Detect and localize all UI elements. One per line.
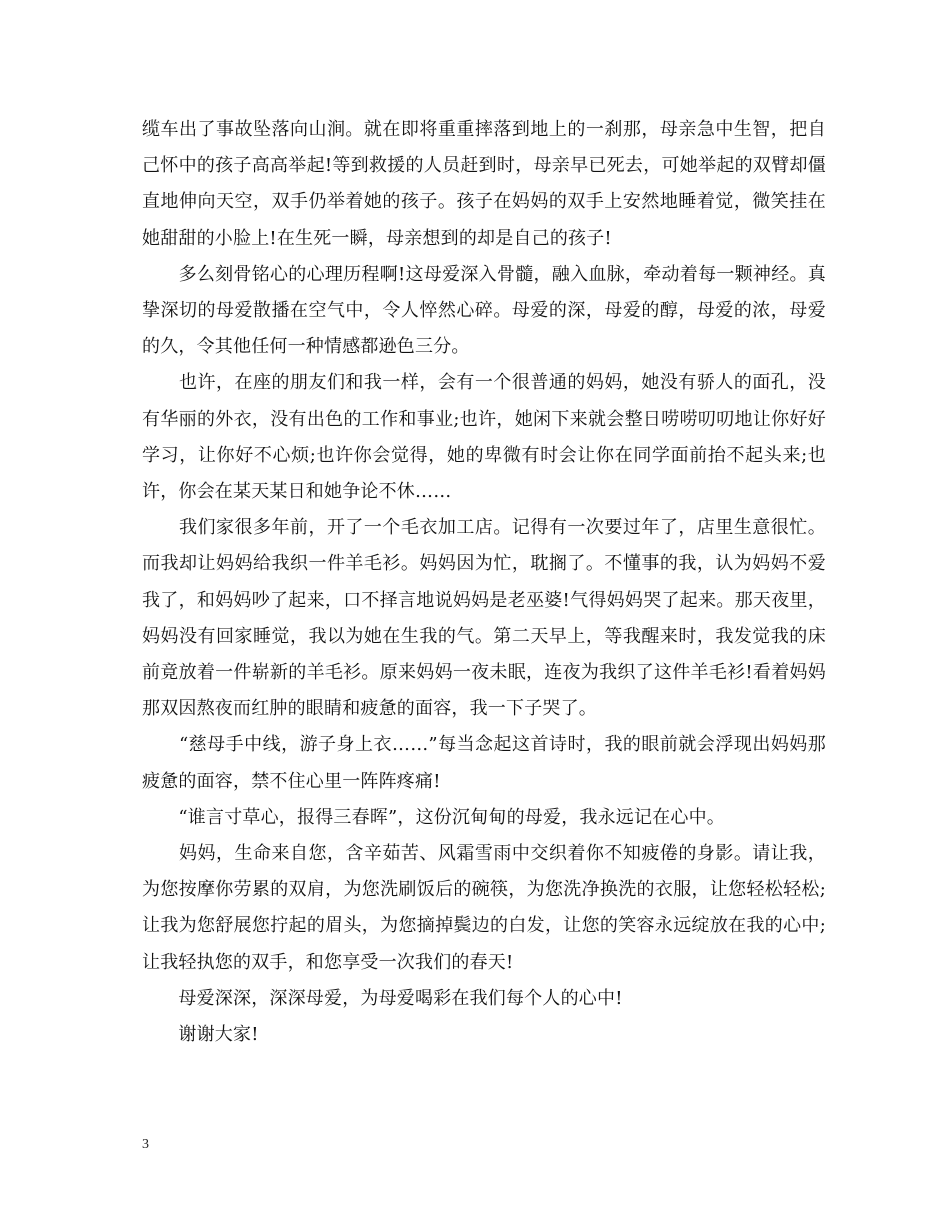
paragraph-2: 多么刻骨铭心的心理历程啊!这母爱深入骨髓，融入血脉，牵动着每一颗神经。真挚深切的母爱散播在空气中，令人悴然心碎。母爱的深，母爱的醇，母爱的浓，母爱的久，令其他任何一种情感都逊色三分。 [142, 263, 826, 358]
paragraph-4: 我们家很多年前，开了一个毛衣加工店。记得有一次要过年了，店里生意很忙。而我却让妈妈给我织一件羊毛衫。妈妈因为忙，耽搁了。不懂事的我，认为妈妈不爱我了，和妈妈吵了起来，口不择言地说妈妈是老巫婆!气得妈妈哭了起来。那天夜里，妈妈没有回家睡觉，我以为她在生我的气。第二天早上，等我醒来时，我发觉我的床前竟放着一件崭新的羊毛衫。原来妈妈一夜未眠，连夜为我织了这件羊毛衫!看着妈妈那双因熬夜而红肿的眼睛和疲惫的面容，我一下子哭了。 [142, 517, 826, 720]
paragraph-7: 妈妈，生命来自您，含辛茹苦、风霜雪雨中交织着你不知疲倦的身影。请让我，为您按摩你劳累的双肩，为您洗刷饭后的碗筷，为您洗净换洗的衣服，让您轻松轻松;让我为您舒展您拧起的眉头，为您摘掉鬓边的白发，让您的笑容永远绽放在我的心中;让我轻执您的双手，和您享受一次我们的春天! [142, 843, 826, 973]
paragraph-1: 缆车出了事故坠落向山涧。就在即将重重摔落到地上的一刹那，母亲急中生智，把自己怀中的孩子高高举起!等到救援的人员赶到时，母亲早已死去，可她举起的双臂却僵直地伸向天空，双手仍举着她的孩子。孩子在妈妈的双手上安然地睡着觉，微笑挂在她甜甜的小脸上!在生死一瞬，母亲想到的却是自己的孩子! [142, 119, 826, 249]
paragraph-8: 母爱深深，深深母爱，为母爱喝彩在我们每个人的心中! [142, 987, 623, 1009]
page-number: 3 [142, 1137, 149, 1152]
paragraph-6: “谁言寸草心，报得三春晖”，这份沉甸甸的母爱，我永远记在心中。 [142, 806, 726, 828]
paragraph-3: 也许，在座的朋友们和我一样，会有一个很普通的妈妈，她没有骄人的面孔，没有华丽的外衣，没有出色的工作和事业;也许，她闲下来就会整日唠唠叨叨地让你好好学习，让你好不心烦;也许你会觉得，她的卑微有时会让你在同学面前抬不起头来;也许，你会在某天某日和她争论不休…… [142, 372, 826, 503]
document-body [142, 112, 826, 1053]
paragraph-5: “慈母手中线，游子身上衣……”每当念起这首诗时，我的眼前就会浮现出妈妈那疲惫的面容，禁不住心里一阵阵疼痛! [142, 734, 826, 792]
paragraph-9: 谢谢大家! [142, 1024, 259, 1046]
